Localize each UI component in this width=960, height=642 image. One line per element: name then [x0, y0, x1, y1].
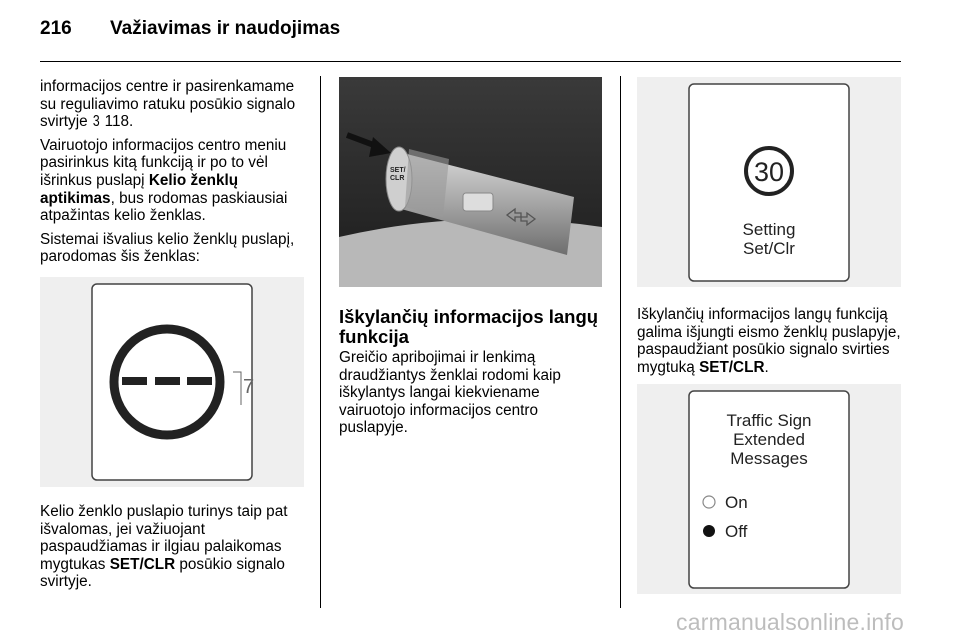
column-2	[339, 307, 607, 443]
paragraph	[40, 503, 308, 591]
radio-selected-icon	[703, 525, 715, 537]
menu-title: Messages	[730, 449, 808, 468]
setting-label: Setting	[742, 220, 796, 239]
paragraph	[40, 78, 308, 131]
text: , bus rodomas paskiausiai atpažintas kelio ženklas.	[40, 189, 288, 225]
text: .	[764, 358, 769, 376]
paragraph	[637, 306, 907, 376]
watermark: carmanualsonline.info	[676, 609, 904, 635]
text: informacijos centre ir pasirenkamame su reguliavimo ratuku posūkio signalo svirtyje	[40, 78, 296, 131]
text: Iškylančių informacijos langų funkciją galima išjungti eismo ženklų puslapyje, paspaudžiant posūkio signalo svirties mygtuką	[637, 306, 901, 376]
text: Sistemai išvalius kelio ženklų puslapį, parodomas šis ženklas:	[40, 230, 295, 266]
bold-term: SET/CLR	[109, 555, 176, 573]
ref-arrow-icon: 3	[92, 113, 100, 131]
stalk-label: SET/	[390, 167, 406, 174]
menu-title: Extended	[733, 430, 805, 449]
text: Kelio ženklo puslapio turinys taip pat išvalomas, jei važiuojant paspaudžiamas ir ilgiau palaikomas mygtukas	[40, 503, 288, 573]
text: Greičio apribojimai ir lenkimą draudžiantys ženklai rodomi kaip iškylantys langai kiekviename vairuotojo informacijos centro puslapyje.	[339, 349, 561, 437]
paragraph	[40, 231, 308, 266]
bold-term: SET/CLR	[699, 358, 765, 376]
text: posūkio signalo svirtyje.	[40, 555, 285, 591]
option-off-label: Off	[725, 522, 748, 541]
menu-title: Traffic Sign	[726, 411, 812, 430]
page-number: 216	[40, 18, 72, 39]
figure-number: 7	[243, 376, 255, 398]
stalk-label: CLR	[390, 175, 405, 182]
page-reference[interactable]: 118.	[104, 113, 134, 131]
column-1-bottom	[40, 503, 308, 597]
header-rule	[40, 61, 901, 62]
turn-signal-stalk-figure	[339, 77, 602, 287]
speed-sign-display-figure	[637, 77, 901, 287]
traffic-sign-menu-figure	[637, 384, 901, 594]
bold-term: Kelio ženklų aptikimas	[40, 171, 239, 207]
section-heading: Iškylančių informacijos langų funkcija	[339, 306, 599, 347]
column-divider	[320, 76, 321, 608]
option-on-label: On	[725, 493, 748, 512]
paragraph	[40, 137, 308, 225]
paragraph	[339, 349, 607, 437]
text: Vairuotojo informacijos centro meniu pasirinkus kitą funkciją ir po to vėl išrinkus puslapį	[40, 136, 287, 189]
page-header	[40, 18, 340, 40]
speed-limit-value: 30	[753, 157, 785, 187]
column-3	[637, 306, 907, 382]
page-title: Važiavimas ir naudojimas	[110, 18, 341, 39]
column-divider	[620, 76, 621, 608]
column-1	[40, 78, 308, 272]
cleared-sign-figure	[40, 277, 304, 487]
setclr-label: Set/Clr	[743, 239, 795, 258]
menu-button-icon	[463, 193, 493, 211]
